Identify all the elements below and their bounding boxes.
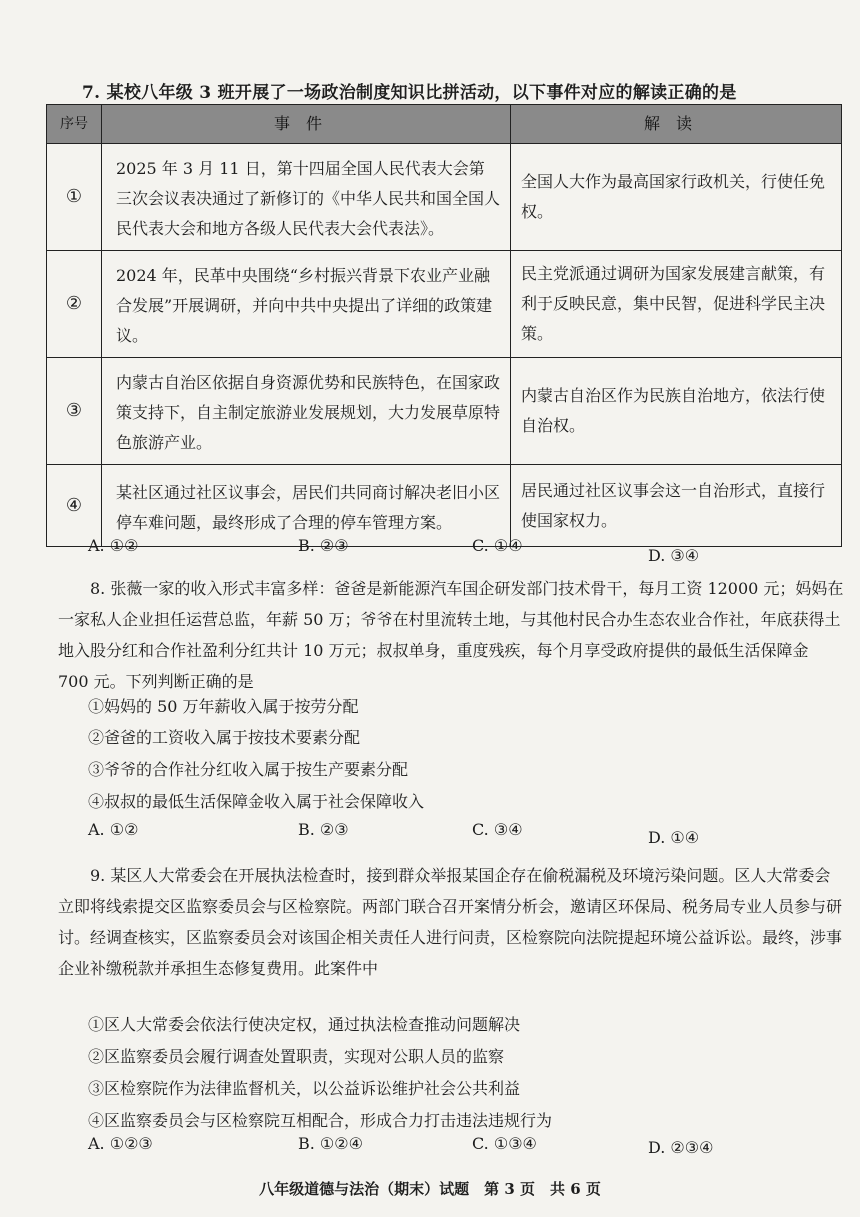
option-d[interactable]: D. ②③④ xyxy=(648,1138,714,1157)
question-8-item-2: ②爸爸的工资收入属于按技术要素分配 xyxy=(88,728,361,747)
header-interpretation: 解读 xyxy=(511,105,842,144)
table-header-row xyxy=(47,105,842,144)
row-event: 2024 年，民革中央围绕“乡村振兴背景下农业产业融合发展”开展调研，并向中共中央提出了详细的政策建议。 xyxy=(102,251,511,358)
question-9-stem: 9. 某区人大常委会在开展执法检查时，接到群众举报某国企存在偷税漏税及环境污染问题。区人大常委会立即将线索提交区监察委员会与区检察院。两部门联合召开案情分析会，邀请区环保局、税务局专业人员参与研讨。经调查核实，区监察委员会对该国企相关责任人进行问责，区检察院向法院提起环境公益诉讼。最终，涉事企业补缴税款并承担生态修复费用。此案件中 xyxy=(58,866,843,978)
row-number: ② xyxy=(47,251,102,358)
row-interpretation: 居民通过社区议事会这一自治形式，直接行使国家权力。 xyxy=(511,465,842,547)
option-d[interactable]: D. ①④ xyxy=(648,828,700,847)
row-number: ④ xyxy=(47,465,102,547)
option-a[interactable]: A. ①②③ xyxy=(88,1134,153,1153)
question-8-stem: 8. 张薇一家的收入形式丰富多样：爸爸是新能源汽车国企研发部门技术骨干，每月工资 12000 元；妈妈在一家私人企业担任运营总监，年薪 50 万；爷爷在村里流转土地，与其他村民合办生态农业合作社，年底获得土地入股分红和合作社盈利分红共计 10 万元；叔叔单身，重度残疾，每个月享受政府提供的最低生活保障金 700 元。下列判断正确的是 xyxy=(58,579,844,691)
question-7-options xyxy=(88,536,808,565)
question-9-options xyxy=(88,1134,808,1160)
header-number: 序号 xyxy=(47,105,102,144)
question-9-item-4: ④区监察委员会与区检察院互相配合，形成合力打击违法违规行为 xyxy=(88,1111,553,1130)
question-8-item-4: ④叔叔的最低生活保障金收入属于社会保障收入 xyxy=(88,792,425,811)
question-7-stem: 7. 某校八年级 3 班开展了一场政治制度知识比拼活动，以下事件对应的解读正确的是 xyxy=(82,83,737,103)
option-a[interactable]: A. ①② xyxy=(88,536,139,555)
question-8-item-1: ①妈妈的 50 万年薪收入属于按劳分配 xyxy=(88,697,359,716)
table-row xyxy=(47,144,842,251)
row-event: 某社区通过社区议事会，居民们共同商讨解决老旧小区停车难问题，最终形成了合理的停车管理方案。 xyxy=(102,465,511,547)
option-b[interactable]: B. ②③ xyxy=(298,536,349,555)
question-9-item-3: ③区检察院作为法律监督机关，以公益诉讼维护社会公共利益 xyxy=(88,1079,521,1098)
option-d[interactable]: D. ③④ xyxy=(648,546,700,565)
row-event: 内蒙古自治区依据自身资源优势和民族特色，在国家政策支持下，自主制定旅游业发展规划，大力发展草原特色旅游产业。 xyxy=(102,358,511,465)
row-number: ③ xyxy=(47,358,102,465)
table-row xyxy=(47,465,842,547)
question-8-item-3: ③爷爷的合作社分红收入属于按生产要素分配 xyxy=(88,760,409,779)
question-9-item-1: ①区人大常委会依法行使决定权，通过执法检查推动问题解决 xyxy=(88,1015,521,1034)
option-b[interactable]: B. ①②④ xyxy=(298,1134,363,1153)
table-row xyxy=(47,251,842,358)
question-9-item-2: ②区监察委员会履行调查处置职责，实现对公职人员的监察 xyxy=(88,1047,505,1066)
header-event: 事件 xyxy=(102,105,511,144)
row-number: ① xyxy=(47,144,102,251)
option-c[interactable]: C. ③④ xyxy=(472,820,523,839)
page-footer: 八年级道德与法治（期末）试题 第 3 页 共 6 页 xyxy=(259,1180,601,1198)
option-c[interactable]: C. ①④ xyxy=(472,536,523,555)
row-interpretation: 内蒙古自治区作为民族自治地方，依法行使自治权。 xyxy=(511,358,842,465)
table-row xyxy=(47,358,842,465)
row-event: 2025 年 3 月 11 日，第十四届全国人民代表大会第三次会议表决通过了新修订的《中华人民共和国全国人民代表大会和地方各级人民代表大会代表法》。 xyxy=(102,144,511,251)
row-interpretation: 全国人大作为最高国家行政机关，行使任免权。 xyxy=(511,144,842,251)
option-a[interactable]: A. ①② xyxy=(88,820,139,839)
option-b[interactable]: B. ②③ xyxy=(298,820,349,839)
row-interpretation: 民主党派通过调研为国家发展建言献策，有利于反映民意，集中民智，促进科学民主决策。 xyxy=(511,251,842,358)
option-c[interactable]: C. ①③④ xyxy=(472,1134,537,1153)
question-8-options xyxy=(88,820,808,846)
question-7-table xyxy=(46,104,842,547)
